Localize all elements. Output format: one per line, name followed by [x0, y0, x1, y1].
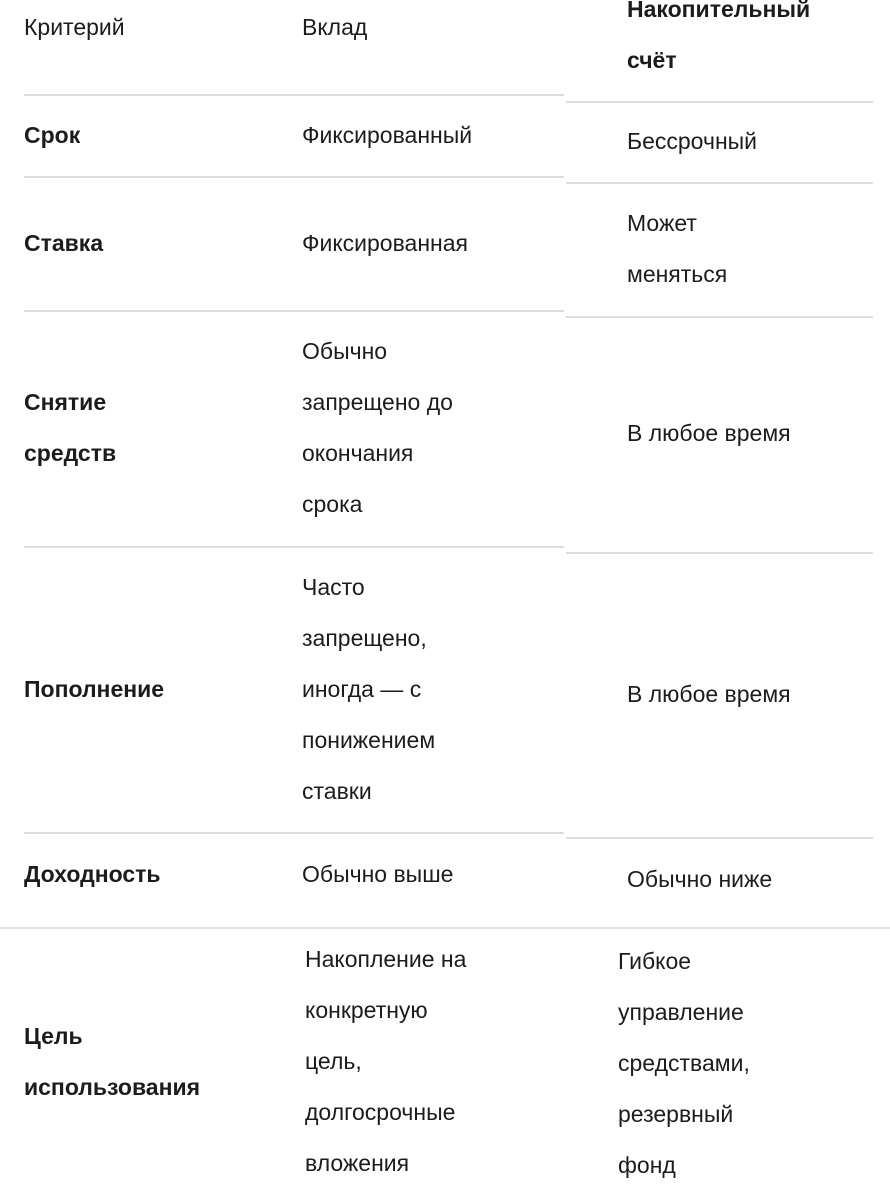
account-line: Обычно ниже — [627, 866, 773, 892]
divider — [566, 182, 873, 184]
deposit-line: Фиксированный — [302, 122, 473, 148]
deposit-line: срока — [302, 491, 363, 517]
divider — [566, 837, 873, 839]
divider — [24, 176, 564, 178]
account-cell — [627, 408, 872, 459]
criterion-line: средств — [24, 440, 117, 466]
criterion-line: Срок — [24, 122, 81, 148]
divider — [24, 94, 564, 96]
deposit-line: Часто — [302, 574, 365, 600]
divider — [24, 832, 564, 834]
divider — [566, 101, 873, 103]
criterion-cell — [24, 1011, 284, 1113]
divider — [24, 546, 564, 548]
account-cell — [627, 854, 872, 905]
deposit-line: Накопление на — [305, 946, 467, 972]
criterion-cell — [24, 849, 284, 900]
account-line: управление — [618, 999, 744, 1025]
deposit-line: ставки — [302, 778, 372, 804]
account-cell — [627, 116, 872, 167]
header-criterion: Критерий — [24, 14, 125, 40]
deposit-line: Обычно — [302, 338, 388, 364]
table-header-row — [0, 0, 890, 100]
criterion-line: Пополнение — [24, 676, 165, 702]
account-line: средствами, — [618, 1050, 750, 1076]
divider — [0, 927, 890, 929]
criterion-line: Ставка — [24, 230, 104, 256]
criterion-line: использования — [24, 1074, 201, 1100]
account-line: В любое время — [627, 420, 791, 446]
account-line: Бессрочный — [627, 128, 758, 154]
deposit-cell — [305, 934, 535, 1189]
divider — [24, 310, 564, 312]
deposit-line: иногда — с — [302, 676, 422, 702]
account-line: Может — [627, 210, 697, 236]
criterion-line: Доходность — [24, 861, 161, 887]
header-account-line1: Накопительный — [627, 0, 811, 22]
deposit-line: вложения — [305, 1150, 410, 1176]
deposit-line: цель, — [305, 1048, 362, 1074]
deposit-line: Обычно выше — [302, 861, 454, 887]
account-cell — [627, 669, 872, 720]
header-account — [627, 0, 872, 86]
criterion-cell — [24, 110, 284, 161]
deposit-line: запрещено, — [302, 625, 427, 651]
account-cell — [627, 198, 872, 300]
account-line: меняться — [627, 261, 728, 287]
account-line: В любое время — [627, 681, 791, 707]
deposit-cell — [302, 849, 532, 900]
deposit-line: понижением — [302, 727, 436, 753]
deposit-cell — [302, 110, 532, 161]
deposit-line: долгосрочные — [305, 1099, 456, 1125]
deposit-line: конкретную — [305, 997, 428, 1023]
account-cell — [618, 936, 863, 1191]
account-line: резервный — [618, 1101, 734, 1127]
account-line: фонд — [618, 1152, 676, 1178]
criterion-cell — [24, 664, 284, 715]
deposit-cell — [302, 218, 532, 269]
criterion-line: Цель — [24, 1023, 83, 1049]
header-deposit: Вклад — [302, 14, 368, 40]
criterion-cell — [24, 377, 284, 479]
divider — [566, 552, 873, 554]
divider — [566, 316, 873, 318]
criterion-line: Снятие — [24, 389, 107, 415]
deposit-cell — [302, 326, 532, 530]
account-line: Гибкое — [618, 948, 692, 974]
deposit-line: Фиксированная — [302, 230, 468, 256]
header-account-line2: счёт — [627, 47, 677, 73]
criterion-cell — [24, 218, 284, 269]
deposit-line: запрещено до — [302, 389, 453, 415]
deposit-cell — [302, 562, 532, 817]
deposit-line: окончания — [302, 440, 414, 466]
